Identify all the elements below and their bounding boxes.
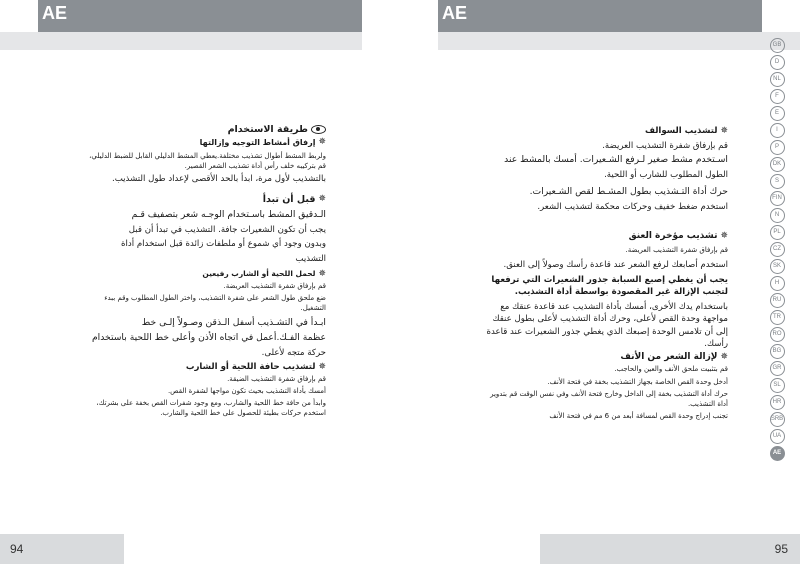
paragraph: حرك أداة التشذيب بخفة إلى الداخل وخارج فتحة الأنف وفي نفس الوقت قم بتدوير أداة التشذيب.	[490, 389, 728, 408]
star-icon: ✵	[720, 231, 728, 242]
language-tab-n: N	[770, 208, 785, 223]
language-tab-srb: SRB	[770, 412, 785, 427]
section-heading: ✵ لتشذيب السوالف	[644, 126, 728, 136]
paragraph: يجب أن يغطي إصبع السبابة جذور الشعيرات التي ترفعها لتجنب الإزالة غير المقصودة بواسطة أداة التشذيب.	[491, 274, 728, 298]
language-tab-e: E	[770, 106, 785, 121]
language-tab-nl: NL	[770, 72, 785, 87]
language-tab-fin: FIN	[770, 191, 785, 206]
section-heading: ✵ تشذيب مؤخرة العنق	[628, 231, 728, 242]
star-icon: ✵	[720, 126, 728, 136]
section-heading: ✵ لتشذيب حافة اللحية أو الشارب	[185, 361, 326, 372]
section-heading: ✵ لإزالة الشعر من الأنف	[620, 352, 728, 363]
star-icon: ✵	[318, 137, 326, 147]
left-page-header	[38, 0, 362, 32]
language-tab-ro: RO	[770, 327, 785, 342]
right-page-header	[438, 0, 762, 32]
paragraph: أدخل وحدة القص الخاصة بجهاز التشذيب بخفة في فتحة الأنف.	[547, 377, 728, 386]
subsection-heading: ✵ إرفاق أمشاط التوجيه وإزالتها	[199, 137, 326, 147]
header-band	[438, 32, 800, 50]
star-icon: ✵	[318, 361, 326, 372]
paragraph: ضع ملحق طول الشعر على شفرة التشذيب، واختر الطول المطلوب وقم ببدء التشغيل.	[104, 294, 326, 313]
paragraph: بالتشذيب لأول مرة، ابدأ بالحد الأقصى لإعداد طول التشذيب.	[112, 174, 326, 185]
language-tab-gr: GR	[770, 361, 785, 376]
paragraph: قم بإرفاق شفرة التشذيب الضيقة.	[227, 374, 326, 383]
paragraph: ابـدأ في التشـذيب أسفل الـذقن وصـولاً إلـى خط	[141, 317, 326, 329]
language-tab-cz: CZ	[770, 242, 785, 257]
paragraph: ولربط المشط أطوال تشذيب مختلفة.يعطي المشط الدليلي القابل للضبط الدليلي، قم بتركيبه خلف رأس أداة تشذيب الشعر القصير.	[89, 152, 326, 171]
subsection-heading: ✵ لحمل اللحية أو الشارب رفيعين	[202, 268, 326, 279]
paragraph: التشذيب	[295, 253, 326, 264]
language-tab-bg: BG	[770, 344, 785, 359]
page-number-left: 94	[10, 542, 24, 556]
language-tab-s: S	[770, 174, 785, 189]
paragraph: الـدقيق المشط باسـتخدام الوجـه شعر بتصفيف قـم	[131, 208, 326, 220]
language-tab-i: I	[770, 123, 785, 138]
star-icon: ✵	[720, 352, 728, 363]
paragraph: وابدأ من حافة خط اللحية والشارب، ومع وجود شفرات القص بخفة على بشرتك، استخدم حركات بطيئة للحصول على خط اللحية والشارب.	[96, 398, 326, 418]
language-tab-gb: GB	[770, 38, 785, 53]
paragraph: حرك أداة التـشذيب بطول المشـط لقص الشـعيرات.	[529, 185, 728, 197]
language-code: AE	[42, 3, 68, 23]
language-tab-tr: TR	[770, 310, 785, 325]
star-icon: ✵	[318, 194, 326, 205]
paragraph: تجنب إدراج وحدة القص لمسافة أبعد من 6 مم في فتحة الأنف	[549, 411, 728, 420]
header-band	[0, 32, 362, 50]
language-code: AE	[442, 3, 468, 23]
language-tab-sl: SL	[770, 378, 785, 393]
paragraph: يجب أن تكون الشعيرات جافة. التشذيب في تبدأ أن قبل	[128, 224, 326, 235]
language-tab-p: P	[770, 140, 785, 155]
paragraph: باستخدام يدك الأخرى، أمسك بأداة التشذيب عند قاعدة عنقك مع مواجهة وحدة القص لأعلى، وحرك أداة التشذيب لأعلى بطول عنقك إلى أن تلامس الوحدة إصبعك الذي يغطي جذور الشعيرات عند قاعدة رأسك.	[486, 301, 728, 349]
language-tab-sk: SK	[770, 259, 785, 274]
right-page-content	[484, 126, 728, 423]
paragraph: قم بإرفاق شفرة التشذيب العريضة.	[625, 246, 728, 255]
language-tab-h: H	[770, 276, 785, 291]
star-icon: ✵	[318, 268, 326, 279]
paragraph: قم بإرفاق شفرة التشذيب العريضة.	[223, 281, 326, 290]
section-heading: ✵ قبل أن تبدأ	[262, 193, 326, 205]
paragraph: استخدم أصابعك لرفع الشعر عند قاعدة رأسك وصولاً إلى العنق.	[503, 260, 728, 271]
section-heading: طريقة الاستخدام	[80, 124, 326, 135]
language-tab-d: D	[770, 55, 785, 70]
right-page-footer	[540, 534, 800, 564]
paragraph: قم بإرفاق شفرة التشذيب العريضة.	[602, 141, 728, 151]
eye-icon	[311, 125, 326, 134]
paragraph: وبدون وجود أي شموع أو ملطفات زائدة قبل استخدام أداة	[121, 239, 326, 250]
language-tab-dk: DK	[770, 157, 785, 172]
paragraph: اسـتخدم مشط صغير لـرفع الشـعيرات. أمسك بالمشط عند	[504, 154, 728, 166]
paragraph: قم بتثبيت ملحق الأنف والعين والحاجب.	[614, 365, 728, 374]
paragraph: عظمة الفـك.أعمل في اتجاه الأذن وأعلى خط اللحية باستخدام	[91, 332, 326, 344]
language-tabs	[769, 38, 785, 463]
language-tab-pl: PL	[770, 225, 785, 240]
language-tab-ae: AE	[770, 446, 785, 461]
language-tab-f: F	[770, 89, 785, 104]
language-tab-hr: HR	[770, 395, 785, 410]
language-tab-ua: UA	[770, 429, 785, 444]
language-tab-ru: RU	[770, 293, 785, 308]
left-page-content	[80, 124, 326, 420]
page-number-right: 95	[774, 542, 788, 556]
paragraph: أمسك بأداة التشذيب بحيث تكون مواجها لشفرة القص.	[167, 386, 326, 395]
paragraph: استخدم ضغط خفيف وحركات محكمة لتشذيب الشعر.	[537, 201, 728, 212]
paragraph: حركة متجه لأعلى.	[261, 348, 326, 359]
paragraph: الطول المطلوب للشارب أو اللحية.	[604, 170, 728, 181]
